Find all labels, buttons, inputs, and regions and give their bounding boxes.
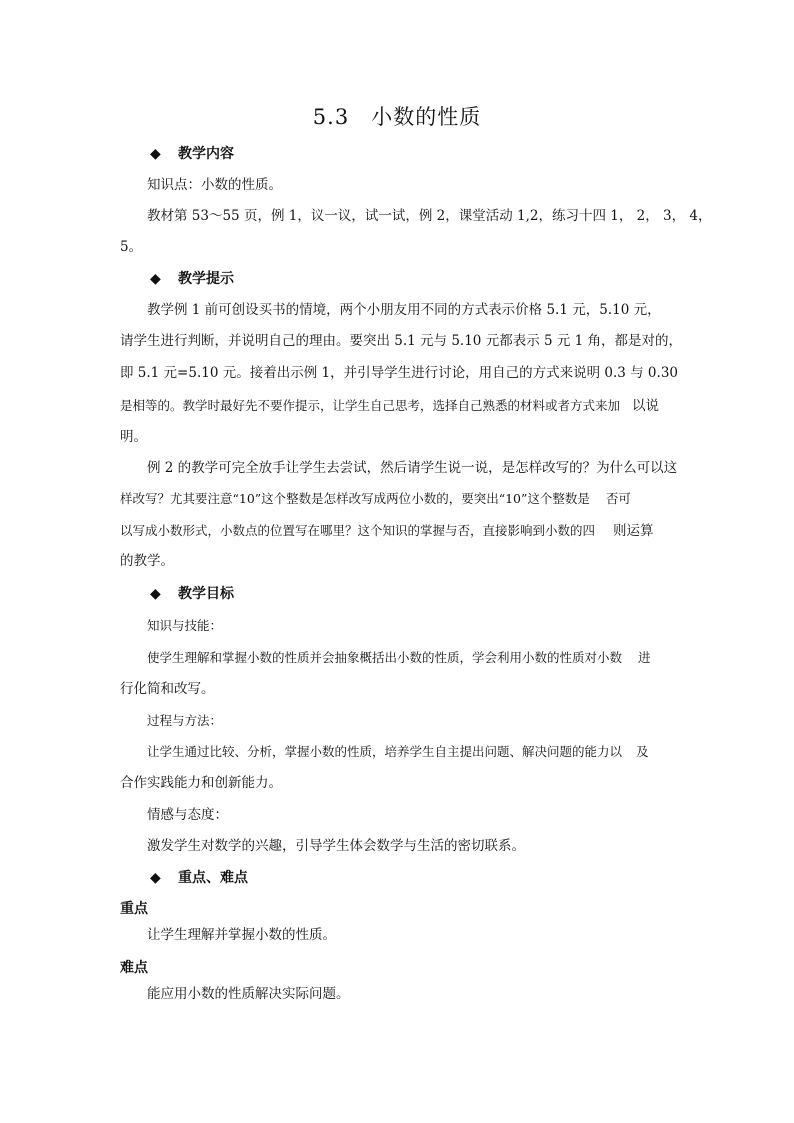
hints-paragraph-line: 样改写？尤其要注意“10”这个整数是怎样改写成两位小数的，要突出“10”这个整数是 否可 xyxy=(120,491,631,506)
hints-paragraph-line: 是相等的。教学时最好先不要作提示，让学生自己思考，选择自己熟悉的材料或者方式来加 以说 xyxy=(120,398,660,414)
hints-paragraph-line: 以写成小数形式，小数点的位置写在哪里？这个知识的掌握与否，直接影响到小数的四 则运算 xyxy=(120,523,654,539)
key-label: 重点 xyxy=(120,901,148,917)
diamond-bullet-icon: ◆ xyxy=(150,271,161,287)
section-heading-key-points: ◆ 重点、难点 xyxy=(150,870,248,886)
page-title xyxy=(0,101,794,131)
hints-paragraph-line: 即 5.1 元=5.10 元。接着出示例 1，并引导学生进行讨论，用自己的方式来说明 0.3 与 0.30 xyxy=(120,365,678,381)
goal-label-process: 过程与方法： xyxy=(147,713,223,728)
diamond-bullet-icon: ◆ xyxy=(150,586,161,602)
goal-text-line: 合作实践能力和创新能力。 xyxy=(120,775,282,791)
goal-label-attitude: 情感与态度： xyxy=(147,807,228,823)
hints-paragraph-line: 请学生进行判断，并说明自己的理由。要突出 5.1 元与 5.10 元都表示 5 元 1 角，都是对的， xyxy=(120,333,683,349)
knowledge-point: 知识点：小数的性质。 xyxy=(147,177,282,193)
textbook-line-1: 教材第 53～55 页，例 1，议一议，试一试，例 2，课堂活动 1,2，练习十四 1， 2， 3， 4， xyxy=(147,208,712,224)
goal-text-line: 激发学生对数学的兴趣，引导学生体会数学与生活的密切联系。 xyxy=(147,838,525,854)
hints-paragraph-line: 教学例 1 前可创设买书的情境，两个小朋友用不同的方式表示价格 5.1 元，5.10 元， xyxy=(147,302,661,318)
key-text: 让学生理解并掌握小数的性质。 xyxy=(147,927,336,943)
goal-text-line: 让学生通过比较、分析，掌握小数的性质，培养学生自主提出问题、解决问题的能力以 及 xyxy=(147,744,649,759)
title-text: 小数的性质 xyxy=(371,105,482,129)
section-heading-content: ◆ 教学内容 xyxy=(150,146,234,162)
difficult-text: 能应用小数的性质解决实际问题。 xyxy=(147,986,350,1002)
goal-text-line: 使学生理解和掌握小数的性质并会抽象概括出小数的性质，学会利用小数的性质对小数 进 xyxy=(147,650,651,665)
title-number: 5.3 xyxy=(312,105,350,129)
hints-paragraph-line: 例 2 的教学可完全放手让学生去尝试，然后请学生说一说，是怎样改写的？为什么可以这 xyxy=(147,460,678,476)
textbook-line-2: 5。 xyxy=(120,239,143,255)
hints-paragraph-line: 明。 xyxy=(120,429,147,445)
section-heading-hints: ◆ 教学提示 xyxy=(150,271,234,287)
goal-text-line: 行化简和改写。 xyxy=(120,681,215,697)
goal-label-skills: 知识与技能： xyxy=(147,618,223,633)
diamond-bullet-icon: ◆ xyxy=(150,870,161,886)
difficult-label: 难点 xyxy=(120,960,148,976)
section-heading-goals: ◆ 教学目标 xyxy=(150,586,234,602)
diamond-bullet-icon: ◆ xyxy=(150,146,161,162)
hints-paragraph-line: 的教学。 xyxy=(120,553,174,569)
